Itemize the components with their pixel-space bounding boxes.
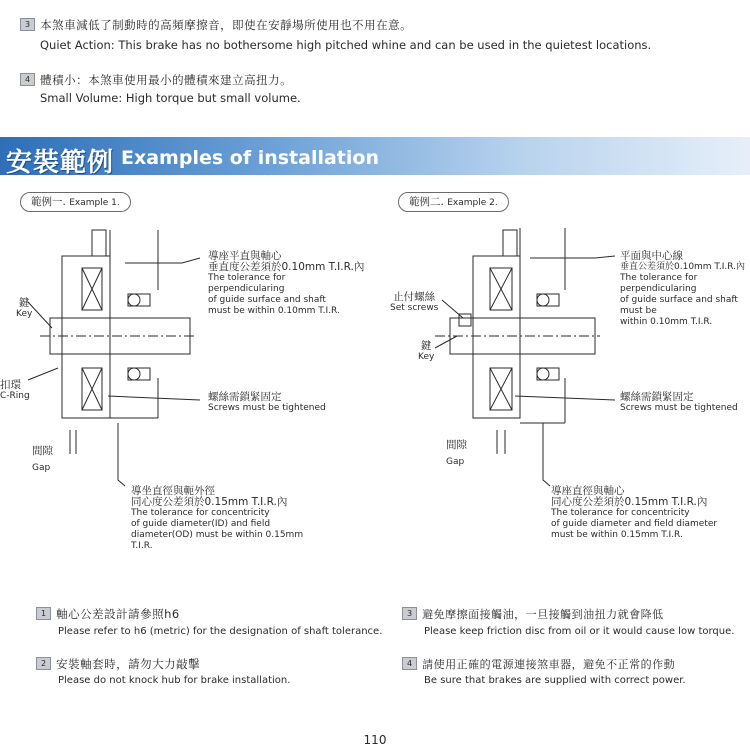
intro-item-4 bbox=[20, 69, 292, 88]
ex1-guide-en3: of guide surface and shaft bbox=[208, 295, 326, 305]
ex2-gap-label bbox=[446, 440, 467, 468]
example-2-label-en: Example 2. bbox=[447, 198, 498, 208]
example-1-label-zh: 範例一. bbox=[31, 196, 66, 208]
ex1-guide-zh2: 垂直度公差須於0.10mm T.I.R.內 bbox=[208, 261, 365, 273]
ex2-gap-zh: 間隙 bbox=[446, 439, 467, 451]
ex2-key-en: Key bbox=[418, 352, 435, 362]
ex1-conc-zh1: 導坐直徑與軛外徑 bbox=[131, 485, 215, 497]
ex1-guide-note bbox=[208, 251, 364, 317]
ex1-guide-en1: The tolerance for bbox=[208, 273, 286, 283]
ex1-guide-en4: must be within 0.10mm T.I.R. bbox=[208, 306, 340, 316]
ex1-key-en: Key bbox=[16, 309, 33, 319]
leader-setscrew bbox=[442, 300, 463, 318]
note-3-number: 3 bbox=[402, 607, 417, 620]
ex2-setscrew-zh: 止付螺絲 bbox=[393, 291, 436, 303]
ex2-key-label bbox=[418, 341, 434, 363]
ex1-gap-label bbox=[32, 446, 53, 474]
ex1-concentricity-note bbox=[131, 486, 303, 552]
bearing-top bbox=[128, 294, 140, 306]
note-4-en: Be sure that brakes are supplied with correct power. bbox=[424, 675, 686, 686]
ex1-cring-zh: 扣環 bbox=[0, 379, 21, 391]
bearing-bottom bbox=[128, 368, 140, 380]
ex2-plane-note bbox=[620, 251, 745, 328]
top-screw bbox=[92, 230, 106, 256]
banner-title-zh: 安裝範例 bbox=[6, 148, 115, 178]
ex2-screws-zh: 螺絲需鎖緊固定 bbox=[620, 391, 694, 403]
intro-item-3-zh: 本煞車減低了制動時的高頻摩擦音，即使在安靜場所使用也不用在意。 bbox=[40, 18, 413, 32]
leader-concentricity bbox=[543, 423, 550, 486]
note-3-en: Please keep friction disc from oil or it would cause low torque. bbox=[424, 626, 735, 637]
leader-key bbox=[435, 336, 457, 348]
note-1-zh: 軸心公差設計請參照h6 bbox=[56, 607, 180, 621]
note-3-zh: 避免摩擦面接觸油，一旦接觸到油扭力就會降低 bbox=[422, 608, 664, 621]
ex1-conc-en1: The tolerance for concentricity bbox=[131, 508, 270, 518]
note-3 bbox=[402, 603, 664, 622]
ex2-concentricity-note bbox=[551, 486, 717, 541]
example-1-label bbox=[20, 192, 131, 212]
ex1-cring-en: C-Ring bbox=[0, 391, 30, 401]
leader-screws bbox=[108, 396, 200, 400]
ex1-conc-en2: of guide diameter(ID) and field bbox=[131, 519, 271, 529]
note-1 bbox=[36, 603, 180, 622]
intro-item-3-en: Quiet Action: This brake has no bothersome high pitched whine and can be used in the quietest locations. bbox=[40, 38, 652, 52]
ex2-gap-en: Gap bbox=[446, 457, 465, 467]
leader-guide bbox=[125, 258, 200, 263]
leader-plane bbox=[530, 256, 615, 258]
ex1-screws-zh: 螺絲需鎖緊固定 bbox=[208, 391, 282, 403]
ex1-gap-en: Gap bbox=[32, 463, 51, 473]
ex2-setscrew-label bbox=[390, 292, 438, 314]
note-4 bbox=[402, 653, 675, 672]
ex1-conc-en4: T.I.R. bbox=[131, 541, 153, 551]
ex2-conc-zh2: 同心度公差須於0.15mm T.I.R.內 bbox=[551, 496, 708, 508]
note-1-en: Please refer to h6 (metric) for the designation of shaft tolerance. bbox=[58, 626, 383, 637]
leader-cring bbox=[28, 368, 58, 380]
ex2-plane-en4: must be bbox=[620, 306, 657, 316]
ex2-conc-en3: must be within 0.15mm T.I.R. bbox=[551, 530, 683, 540]
ex1-gap-zh: 間隙 bbox=[32, 445, 53, 457]
ex1-conc-en3: diameter(OD) must be within 0.15mm bbox=[131, 530, 304, 540]
ex2-setscrew-en: Set screws bbox=[390, 303, 439, 313]
ex2-conc-zh1: 導座直徑與軸心 bbox=[551, 485, 625, 497]
ex2-conc-en2: of guide diameter and field diameter bbox=[551, 519, 718, 529]
ex1-screws-note bbox=[208, 392, 326, 414]
bullet-4: 4 bbox=[20, 73, 35, 86]
ex1-screws-en: Screws must be tightened bbox=[208, 403, 326, 413]
ex1-cring-label bbox=[0, 380, 30, 402]
bearing-top bbox=[537, 294, 549, 306]
bullet-3: 3 bbox=[20, 18, 35, 31]
leader-concentricity bbox=[118, 423, 125, 486]
ex1-guide-en2: perpendicularing bbox=[208, 284, 285, 294]
bearing-bottom bbox=[537, 368, 549, 380]
ex2-plane-en5: within 0.10mm T.I.R. bbox=[620, 317, 713, 327]
banner-title-en: Examples of installation bbox=[121, 147, 379, 169]
ex2-plane-en3: of guide surface and shaft bbox=[620, 295, 738, 305]
ex1-key-label bbox=[16, 298, 32, 320]
ex1-key-zh: 鍵 bbox=[18, 297, 30, 309]
ex2-plane-en2: perpendicularing bbox=[620, 284, 697, 294]
ex2-screws-note bbox=[620, 392, 738, 414]
top-screw bbox=[503, 230, 517, 256]
ex2-plane-en1: The tolerance for bbox=[620, 273, 698, 283]
example-2-label bbox=[398, 192, 509, 212]
note-2-zh: 安裝軸套時，請勿大力敲擊 bbox=[56, 657, 201, 671]
ex2-key-zh: 鍵 bbox=[420, 340, 432, 352]
ex2-conc-en1: The tolerance for concentricity bbox=[551, 508, 690, 518]
note-1-number: 1 bbox=[36, 607, 51, 620]
page-number: 110 bbox=[363, 733, 387, 747]
ex2-plane-zh2: 垂直公差須於0.10mm T.I.R.內 bbox=[620, 262, 746, 272]
example-2-label-zh: 範例二. bbox=[409, 196, 444, 208]
ex1-guide-zh1: 導座平直與軸心 bbox=[208, 250, 282, 262]
intro-item-3 bbox=[20, 14, 412, 33]
ex2-plane-zh1: 平面與中心線 bbox=[620, 250, 683, 262]
note-2-number: 2 bbox=[36, 657, 51, 670]
note-2 bbox=[36, 653, 200, 672]
note-2-en: Please do not knock hub for brake installation. bbox=[58, 675, 291, 686]
ex1-conc-zh2: 同心度公差須於0.15mm T.I.R.內 bbox=[131, 496, 288, 508]
intro-item-4-en: Small Volume: High torque but small volume. bbox=[40, 91, 301, 105]
note-4-number: 4 bbox=[402, 657, 417, 670]
ex2-screws-en: Screws must be tightened bbox=[620, 403, 738, 413]
brake-housing bbox=[62, 256, 110, 418]
intro-item-4-zh: 體積小：本煞車使用最小的體積來建立高扭力。 bbox=[40, 73, 293, 87]
note-4-zh: 請使用正確的電源連接煞車器，避免不正常的作動 bbox=[422, 658, 676, 671]
example-1-label-en: Example 1. bbox=[69, 198, 120, 208]
